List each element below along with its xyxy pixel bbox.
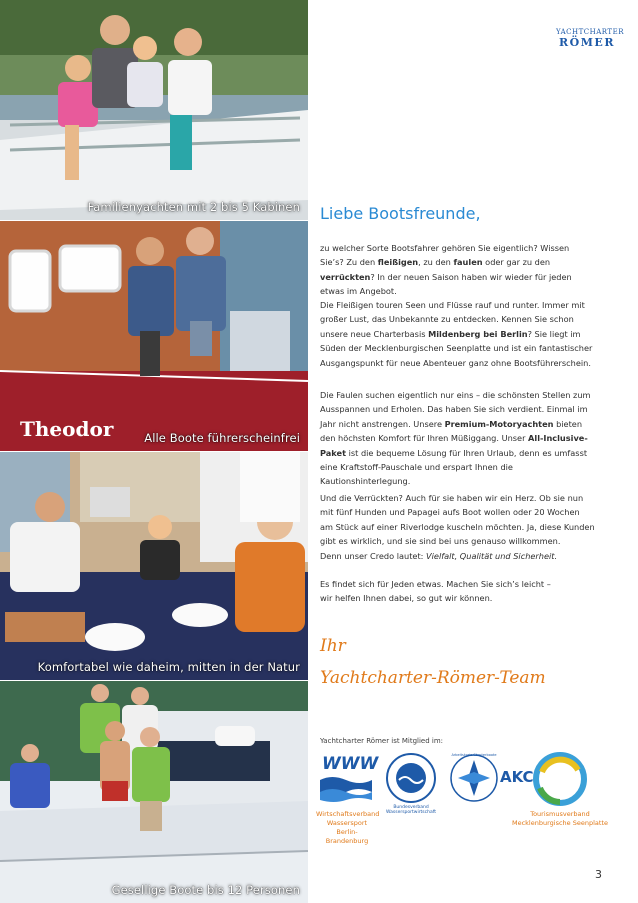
membership-text: Yachtcharter Römer ist Mitglied im:	[320, 737, 444, 745]
paragraph-verrueckte: Und die Verrückten? Auch für sie haben wir ein Herz. Ob sie nun mit fünf Hunden und Papagei aufs Boot wollen oder 20 Wochen am Stück auf einer Riverlodge kuscheln möchten. Ja, diese Kunden gibt es wirklich, und sie sind bei uns genauso willkommen. Denn unser Credo lautet: Vielfalt, Qualität und Sicherheit.	[320, 493, 595, 561]
paragraph-closing: Es findet sich für Jeden etwas. Machen Sie sich’s leicht – wir helfen Ihnen dabei, so gut wir können.	[320, 579, 551, 604]
photo-caption: Gesellige Boote bis 12 Personen	[111, 883, 300, 897]
photo-caption: Alle Boote führerscheinfrei	[144, 431, 300, 445]
photo-family-yacht	[0, 0, 308, 220]
www-badge-label: WWW	[322, 754, 379, 774]
paragraph-intro: zu welcher Sorte Bootsfahrer gehören Sie eigentlich? Wissen Sie’s? Zu den fleißigen, zu den faulen oder gar zu den verrückten? In der neuen Saison haben wir wieder für jeden etwas im Angebot.	[320, 243, 572, 297]
akc-badge-icon	[450, 752, 534, 804]
paragraph-faule: Die Faulen suchen eigentlich nur eins – die schönsten Stellen zum Ausspannen und Erholen. Das haben Sie sich verdient. Einmal im Jahr nicht anstrengen. Unsere Premium-Motoryachten bieten den höchsten Komfort für Ihren Müßiggang. Unser All-Inclusive-Paket ist die bequeme Lösung für Ihren Urlaub, denn es umfasst eine Kraftstoff-Pauschale und erspart Ihnen die Kautionshinterlegung.	[320, 390, 591, 487]
photo-dining-onboard	[0, 452, 308, 680]
photo-caption: Familienyachten mit 2 bis 5 Kabinen	[87, 200, 300, 214]
tourismusverband-label: Tourismusverband Mecklenburgische Seenplatte	[511, 810, 608, 827]
logo-line1: YACHTCHARTER	[556, 28, 624, 36]
photo-caption: Komfortabel wie daheim, mitten in der Natur	[37, 660, 300, 674]
www-association-label: Wirtschaftsverband Wassersport Berlin-Brandenburg	[316, 810, 380, 845]
boat-name-text: Theodor	[20, 417, 114, 441]
bundesverband-badge-icon	[385, 752, 437, 815]
www-badge-icon	[318, 752, 379, 806]
logo-line2: RÖMER	[559, 36, 615, 49]
akc-ring-text: Arbeitskreis Charterboote	[451, 753, 497, 757]
tourismusverband-badge-icon	[530, 752, 590, 806]
yachtcharter-logo[interactable]	[556, 28, 624, 49]
signature-line2: Yachtcharter-Römer-Team	[320, 668, 546, 688]
greeting-heading: Liebe Bootsfreunde,	[320, 204, 481, 223]
signature-line1: Ihr	[320, 636, 346, 656]
paragraph-fleissige: Die Fleißigen touren Seen und Flüsse rauf und runter. Immer mit großer Lust, das Unbekannte zu entdecken. Kennen Sie schon unsere neue Charterbasis Mildenberg bei Berlin? Sie liegt im Süden der Mecklenburgischen Seenplatte und ist ein fantastischer Ausgangspunkt für neue Abenteuer ganz ohne Bootsführerschein.	[320, 300, 593, 368]
photo-group-boat	[0, 681, 308, 903]
akc-badge-label: AKC	[500, 768, 534, 786]
page-number: 3	[595, 868, 602, 881]
bundesverband-badge-label: Bundesverband Wassersportwirtschaft	[385, 805, 437, 815]
photo-couple-boat	[0, 221, 308, 451]
